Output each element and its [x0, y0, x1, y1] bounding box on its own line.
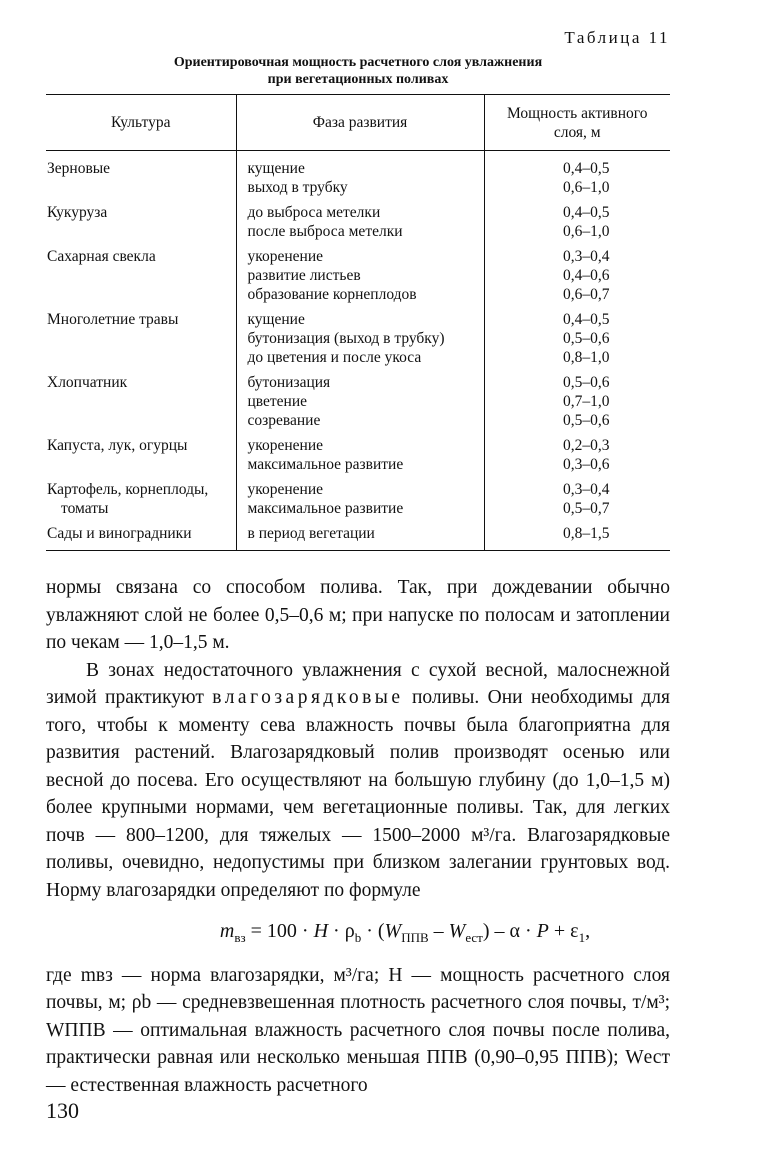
crop-cell	[46, 524, 236, 551]
table-number: Таблица 11	[564, 28, 670, 47]
formula-text: · (	[361, 920, 385, 942]
column-header-crop: Культура	[46, 95, 236, 151]
paragraph-text: В зонах недостаточного увлажнения с сухой весной, малоснежной зимой практикуют	[46, 659, 670, 708]
depth-value: 0,3–0,6	[563, 456, 610, 473]
formula-text: = 100 ·	[245, 920, 314, 942]
depth-cell	[484, 480, 670, 524]
table-row	[46, 436, 670, 480]
emphasized-term: влагозарядковые	[212, 687, 404, 708]
table-row	[46, 247, 670, 310]
phase-item: укоренение	[247, 437, 324, 454]
table-row	[46, 480, 670, 524]
formula-subscript: 1	[578, 930, 586, 945]
phase-cell	[236, 203, 484, 247]
phase-cell	[236, 436, 484, 480]
crop-name: Капуста, лук, огурцы	[47, 437, 188, 454]
table-body	[46, 151, 670, 551]
formula-text: ,	[585, 920, 591, 942]
formula-subscript: вз	[234, 930, 246, 945]
phase-item: бутонизация	[247, 374, 331, 391]
phase-item: в период вегетации	[247, 525, 375, 542]
formula-text: ) – α ·	[482, 920, 537, 942]
phase-item: созревание	[247, 412, 321, 429]
depth-value: 0,8–1,5	[563, 525, 610, 542]
depth-cell	[484, 310, 670, 373]
formula-symbol: W	[384, 920, 402, 942]
crop-name: Кукуруза	[47, 204, 108, 221]
crop-name: Сахарная свекла	[47, 248, 156, 265]
phase-cell	[236, 310, 484, 373]
phase-item: развитие листьев	[247, 267, 361, 284]
phase-cell	[236, 247, 484, 310]
crop-name: Сады и виноградники	[47, 525, 192, 542]
phase-item: максимальное развитие	[247, 456, 404, 473]
depth-value: 0,4–0,5	[563, 160, 610, 177]
paragraph-text: поливы. Они необходимы для того, чтобы к моменту сева влажность почвы была благоприятна для развития растений. Влагозарядковый полив производят осенью или весной до посева. Его осуществляют на большую глубину (до 1,0–1,5 м) более крупными нормами, чем вегетационные поливы. Так, для легких почв — 800–1200, для тяжелых — 1500–2000 м³/га. Влагозарядковые поливы, очевидно, недопустимы при близком залегании грунтовых вод. Норму влагозарядки определяют по формуле	[46, 687, 670, 901]
phase-cell	[236, 151, 484, 204]
depth-value: 0,8–1,0	[563, 349, 610, 366]
phase-item: укоренение	[247, 481, 324, 498]
column-header-depth-line: Мощность активного	[507, 104, 648, 122]
table-caption-line: Ориентировочная мощность расчетного слоя увлажнения	[173, 55, 543, 70]
table-row	[46, 524, 670, 551]
table-header-row	[46, 95, 670, 151]
table-caption-line: при вегетационных поливах	[267, 72, 449, 87]
depth-value: 0,5–0,7	[563, 500, 610, 517]
crop-cell	[46, 373, 236, 436]
crop-name: Картофель, корнеплоды,	[47, 481, 209, 498]
phase-item: после выброса метелки	[247, 223, 403, 240]
depth-value: 0,2–0,3	[563, 437, 610, 454]
depth-value: 0,4–0,6	[563, 267, 610, 284]
crop-cell	[46, 203, 236, 247]
formula	[140, 918, 670, 952]
formula-subscript: ест	[465, 930, 483, 945]
depth-value: 0,5–0,6	[563, 374, 610, 391]
depth-value: 0,5–0,6	[563, 330, 610, 347]
depth-cell	[484, 373, 670, 436]
formula-text: –	[428, 920, 449, 942]
column-header-depth	[484, 95, 670, 151]
paragraph: нормы связана со способом полива. Так, при дождевании обычно увлажняют слой не более 0,5–0,6 м; при напуске по полосам и затоплении по чекам — 1,0–1,5 м.	[46, 577, 670, 653]
depth-cell	[484, 247, 670, 310]
phase-item: бутонизация (выход в трубку)	[247, 330, 445, 347]
paragraph	[46, 657, 670, 905]
crop-name: Многолетние травы	[47, 311, 179, 328]
phase-item: выход в трубку	[247, 179, 348, 196]
formula-subscript: ППВ	[401, 930, 429, 945]
column-header-depth-line: слоя, м	[553, 123, 601, 141]
formula-symbol: P	[536, 920, 549, 942]
depth-value: 0,7–1,0	[563, 393, 610, 410]
crop-name: Зерновые	[47, 160, 111, 177]
crop-name: Хлопчатник	[47, 374, 128, 391]
phase-item: кущение	[247, 160, 305, 177]
depth-cell	[484, 203, 670, 247]
crop-name: томаты	[61, 500, 109, 517]
crop-cell	[46, 151, 236, 204]
phase-item: максимальное развитие	[247, 500, 404, 517]
depth-value: 0,4–0,5	[563, 204, 610, 221]
table-row	[46, 151, 670, 204]
phase-item: укоренение	[247, 248, 324, 265]
column-header-phase: Фаза развития	[236, 95, 484, 151]
phase-item: до выброса метелки	[247, 204, 381, 221]
paragraph: где mвз — норма влагозарядки, м³/га; H — мощность расчетного слоя почвы, м; ρb — средневзвешенная плотность расчетного слоя почвы, т/м³; WППВ — оптимальная влажность расчетного слоя почвы после полива, практически равная или несколько меньшая ППВ (0,90–0,95 ППВ); Wест — естественная влажность расчетного	[46, 964, 670, 1096]
phase-item: цветение	[247, 393, 308, 410]
phase-item: образование корнеплодов	[247, 286, 417, 303]
crop-cell	[46, 480, 236, 524]
depth-value: 0,6–1,0	[563, 179, 610, 196]
irrigation-depth-table	[46, 94, 670, 551]
depth-value: 0,6–0,7	[563, 286, 610, 303]
depth-value: 0,3–0,4	[563, 481, 610, 498]
formula-subscript: b	[354, 930, 362, 945]
crop-cell	[46, 247, 236, 310]
depth-value: 0,6–1,0	[563, 223, 610, 240]
phase-cell	[236, 373, 484, 436]
crop-cell	[46, 436, 236, 480]
depth-cell	[484, 151, 670, 204]
depth-cell	[484, 436, 670, 480]
depth-cell	[484, 524, 670, 551]
formula-symbol: W	[448, 920, 466, 942]
page-number: 130	[46, 1098, 79, 1123]
formula-symbol: m	[219, 920, 235, 942]
depth-value: 0,5–0,6	[563, 412, 610, 429]
formula-symbol: H	[313, 920, 329, 942]
formula-text: + ε	[548, 920, 579, 942]
phase-item: до цветения и после укоса	[247, 349, 422, 366]
table-row	[46, 310, 670, 373]
table-row	[46, 203, 670, 247]
body-text	[46, 574, 670, 1099]
depth-value: 0,3–0,4	[563, 248, 610, 265]
phase-item: кущение	[247, 311, 305, 328]
formula-text: · ρ	[328, 920, 355, 942]
crop-cell	[46, 310, 236, 373]
table-caption	[46, 54, 670, 88]
table-row	[46, 373, 670, 436]
depth-value: 0,4–0,5	[563, 311, 610, 328]
page	[46, 28, 670, 1099]
phase-cell	[236, 524, 484, 551]
phase-cell	[236, 480, 484, 524]
